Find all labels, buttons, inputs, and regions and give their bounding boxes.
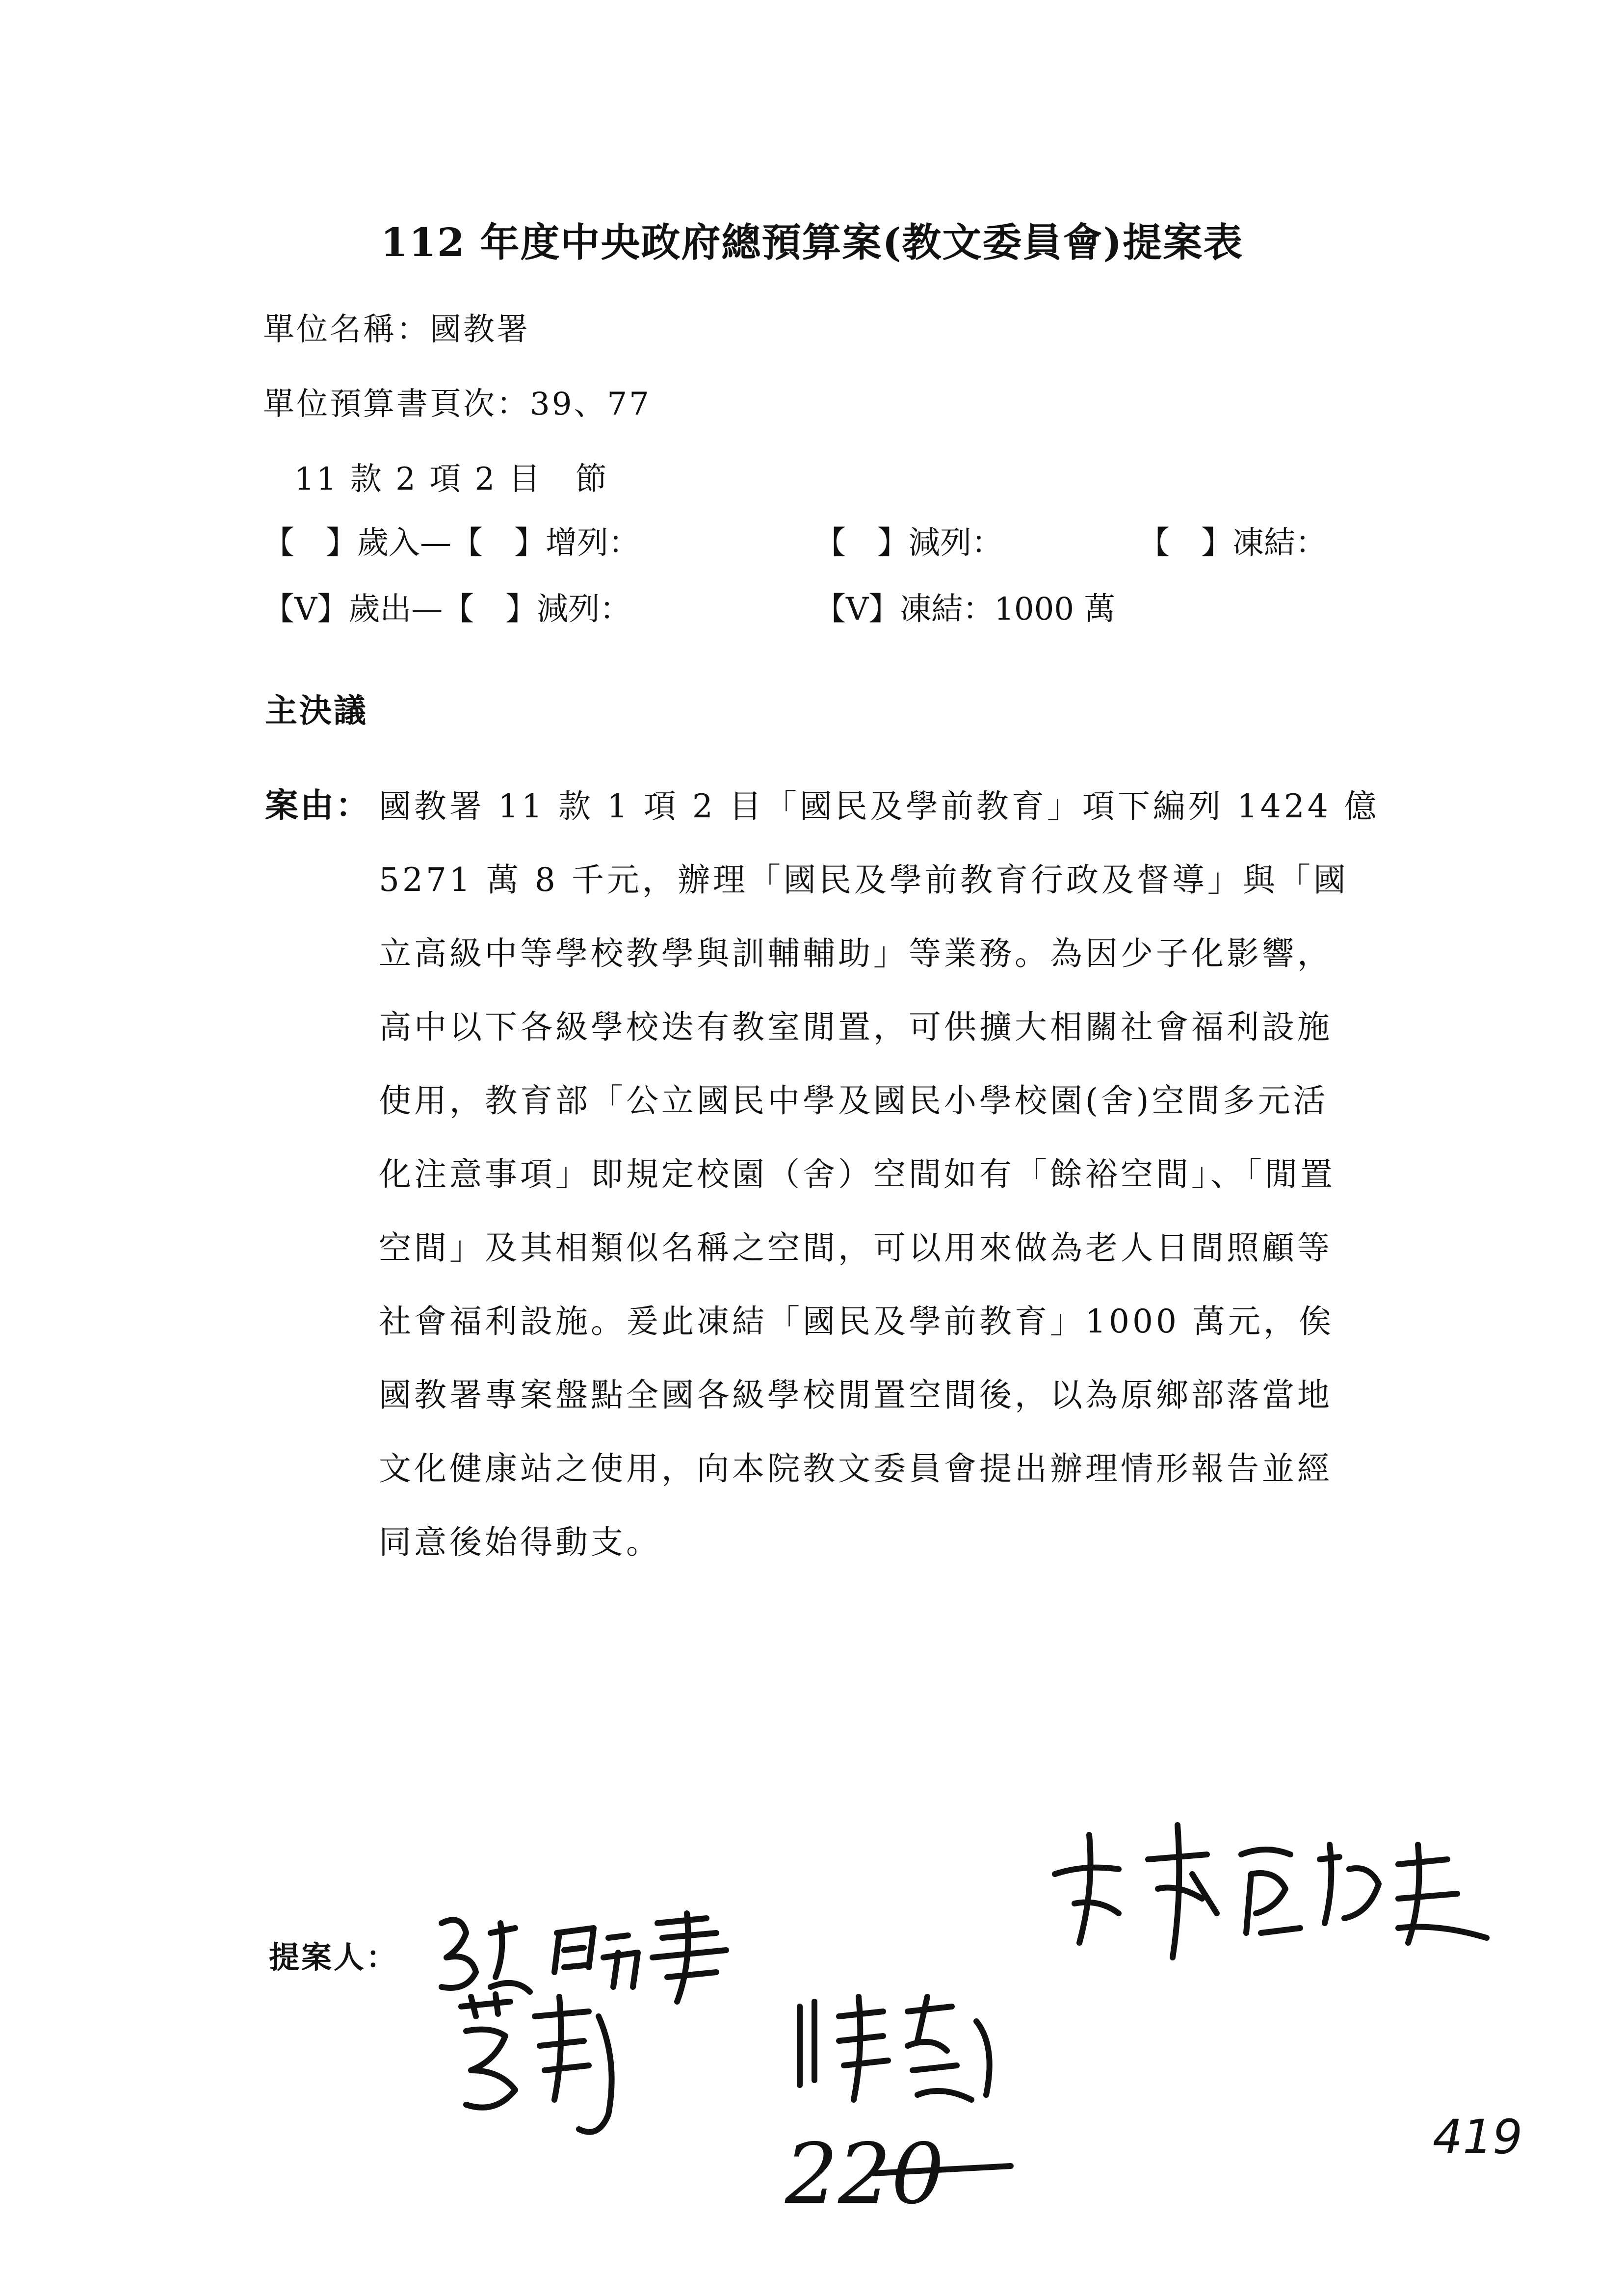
signature-3 [451, 1987, 657, 2149]
expenditure-label: 【V】歲出—【 】減列： [263, 591, 631, 627]
signature-4 [785, 1987, 1011, 2114]
reason-line: 國教署 11 款 1 項 2 目「國民及學前教育」項下編列 1424 億 [379, 787, 1380, 825]
handwritten-number [780, 2119, 1055, 2223]
reason-line: 高中以下各級學校迭有教室閒置，可供擴大相關社會福利設施 [379, 1008, 1333, 1046]
unit-name: 單位名稱：國教署 [263, 312, 530, 348]
revenue-freeze: 【 】凍結： [1138, 525, 1327, 561]
account-reference: 11 款 2 項 2 目 節 [294, 461, 609, 497]
reason-label: 案由： [265, 786, 371, 825]
budget-pages: 單位預算書頁次：39、77 [263, 386, 651, 422]
reason-line: 文化健康站之使用，向本院教文委員會提出辦理情形報告並經 [379, 1450, 1333, 1487]
page-number: 419 [1433, 2110, 1523, 2165]
proposer-label: 提案人： [269, 1939, 399, 1975]
signature-2 [1045, 1815, 1511, 1962]
revenue-decrease: 【 】減列： [814, 525, 1003, 561]
document-title: 112 年度中央政府總預算案(教文委員會)提案表 [380, 219, 1244, 265]
reason-line: 5271 萬 8 千元，辦理「國民及學前教育行政及督導」與「國 [379, 861, 1349, 899]
main-resolution-heading: 主決議 [265, 691, 368, 730]
expenditure-freeze: 【V】凍結：1000 萬 [814, 591, 1116, 627]
reason-line: 同意後始得動支。 [379, 1523, 661, 1561]
reason-line: 國教署專案盤點全國各級學校閒置空間後，以為原鄉部落當地 [379, 1376, 1333, 1414]
reason-line: 化注意事項」即規定校園（舍）空間如有「餘裕空間」、「閒置 [379, 1155, 1336, 1193]
handwritten-number-text: 220 [785, 2126, 944, 2223]
revenue-label: 【 】歲入—【 】增列： [263, 525, 640, 561]
reason-line: 立高級中等學校教學與訓輔輔助」等業務。為因少子化影響， [379, 935, 1333, 972]
reason-line: 使用，教育部「公立國民中學及國民小學校園(舍)空間多元活 [379, 1082, 1329, 1120]
reason-line: 空間」及其相類似名稱之空間，可以用來做為老人日間照顧等 [379, 1229, 1333, 1267]
reason-line: 社會福利設施。爰此凍結「國民及學前教育」1000 萬元，俟 [379, 1303, 1334, 1340]
